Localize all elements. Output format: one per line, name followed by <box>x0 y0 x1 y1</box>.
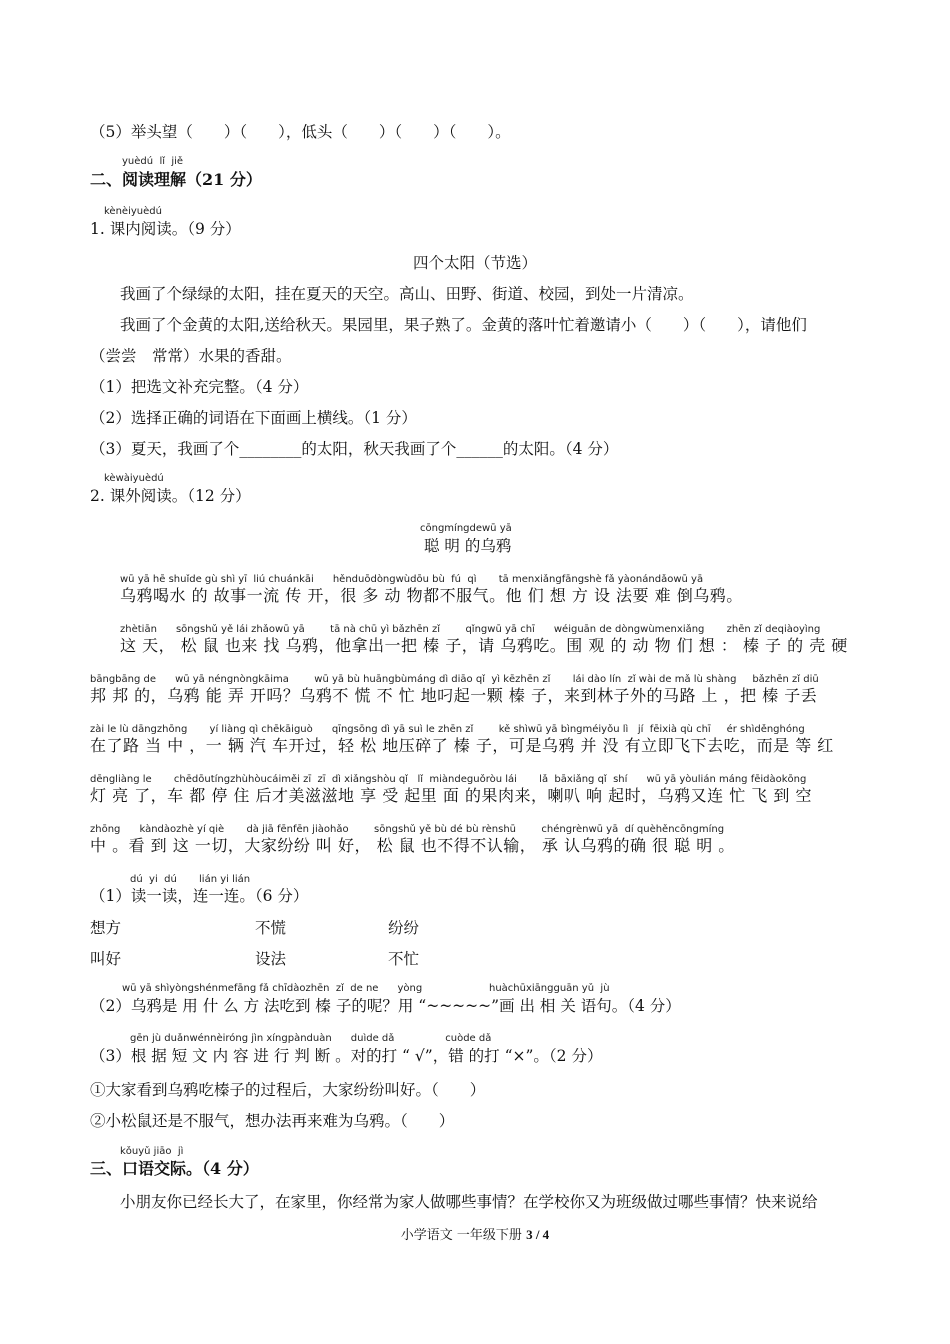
section-3-title: 三、口语交际。（4 分） <box>90 1159 259 1178</box>
story-line-6-pinyin: zhōng kàndàozhè yí qiè dà jiā fēnfēn jiàohǎo sōngshǔ yě bù dé bù rènshū chéngrènwū yā dí quèhěncōngmíng <box>90 824 725 835</box>
match-right-1[interactable]: 纷纷 <box>388 919 420 937</box>
part-2-pinyin: kèwàiyuèdú <box>104 473 164 484</box>
match-middle-1[interactable]: 不慌 <box>255 919 287 937</box>
footer-subject: 小学语文 一年级下册 <box>400 1228 527 1243</box>
judgment-2: ②小松鼠还是不服气，想办法再来难为乌鸦。（ ） <box>90 1112 455 1130</box>
story-title: 聪 明 的乌鸦 <box>424 537 512 555</box>
question-3-pinyin: gēn jù duǎnwénnèiróng jìn xíngpànduàn duìde dǎ cuòde dǎ <box>130 1033 492 1044</box>
part-1-pinyin: kènèiyuèdú <box>104 206 162 217</box>
story-line-2: 这 天， 松 鼠 也来 找 乌鸦，他拿出一把 榛 子，请 乌鸦吃。围 观 的 动 物 们 想 ： 榛 子 的 壳 硬 <box>120 636 848 655</box>
match-middle-2[interactable]: 设法 <box>255 950 287 968</box>
part-1-question-2: （2）选择正确的词语在下面画上横线。（1 分） <box>90 409 417 427</box>
question-5: （5）举头望（ ）（ ），低头（ ）（ ）（ ）。 <box>90 123 511 141</box>
match-left-2[interactable]: 叫好 <box>90 950 122 968</box>
question-1-pinyin: dú yi dú lián yi lián <box>130 874 251 885</box>
question-2: （2）乌鸦是 用 什 么 方 法吃到 榛 子的呢？用 “~~~~~”画 出 相 关 语句。（4 分） <box>90 997 681 1015</box>
story-line-1-pinyin: wū yā hē shuǐde gù shì yī liú chuánkāi hěnduōdòngwùdōu bù fú qì tā menxiǎngfāngshè fǎ yàonándǎowū yā <box>120 574 704 585</box>
page-footer <box>0 1224 950 1243</box>
story-line-2-pinyin: zhètiān sōngshǔ yě lái zhǎowū yā tā nà chū yì bǎzhēn zǐ qǐngwū yā chī wéiguān de dòngwùmenxiǎng zhēn zǐ deqiàoyìng <box>120 624 821 635</box>
section-3-text: 小朋友你已经长大了，在家里，你经常为家人做哪些事情？在学校你又为班级做过哪些事情？快来说给 <box>120 1193 818 1211</box>
passage-paragraph-2: 我画了个金黄的太阳,送给秋天。果园里，果子熟了。金黄的落叶忙着邀请小（ ）（ ），请他们 <box>120 316 807 334</box>
question-1: （1）读一读，连一连。（6 分） <box>90 887 309 905</box>
match-left-1[interactable]: 想方 <box>90 919 122 937</box>
story-title-pinyin: cōngmíngdewū yā <box>420 523 512 534</box>
story-line-4-pinyin: zài le lù dāngzhōng yí liàng qì chēkāiguò qīngsōng dì yā suì le zhēn zǐ kě shìwū yā bìngméiyǒu lì jí fēixià qù chī ér shìděnghóng <box>90 724 805 735</box>
part-2-title: 2. 课外阅读。（12 分） <box>90 487 251 505</box>
passage-paragraph-1: 我画了个绿绿的太阳，挂在夏天的天空。高山、田野、街道、校园，到处一片清凉。 <box>120 285 694 303</box>
story-line-4: 在了路 当 中 ，一 辆 汽 车开过，轻 松 地压碎了 榛 子，可是乌鸦 并 没 有立即飞下去吃，而是 等 红 <box>90 736 834 755</box>
question-3: （3）根 据 短 文 内 容 进 行 判 断 。对的打 “ √”，错 的打 “×”。（2 分） <box>90 1047 603 1065</box>
story-line-3: 邦 邦 的，乌鸦 能 弄 开吗？乌鸦不 慌 不 忙 地叼起一颗 榛 子，来到林子外的马路 上 ，把 榛 子丢 <box>90 686 818 705</box>
footer-page-number: 3 / 4 <box>526 1227 550 1242</box>
judgment-1: ①大家看到乌鸦吃榛子的过程后，大家纷纷叫好。（ ） <box>90 1081 486 1099</box>
section-2-pinyin: yuèdú lǐ jiě <box>122 156 184 167</box>
story-line-5-pinyin: dēngliàng le chēdōutíngzhùhòucáiměi zī zī dì xiǎngshòu qǐ lǐ miàndeguǒròu lái lǎ bāxiǎng qǐ shí wū yā yòulián máng fēidàokōng <box>90 774 807 785</box>
story-line-3-pinyin: bāngbāng de wū yā néngnòngkāima wū yā bù huāngbùmáng dì diāo qǐ yì kēzhēn zǐ lái dào lín zǐ wài de mǎ lù shàng bǎzhēn zǐ diū <box>90 674 819 685</box>
match-right-2[interactable]: 不忙 <box>388 950 420 968</box>
question-2-pinyin: wū yā shìyòngshénmefāng fǎ chīdàozhēn zǐ de ne yòng huàchūxiāngguān yǔ jù <box>122 983 610 994</box>
part-1-title: 1. 课内阅读。（9 分） <box>90 220 241 238</box>
passage-paragraph-2-cont: （尝尝 常常）水果的香甜。 <box>90 347 292 365</box>
part-1-question-1: （1）把选文补充完整。（4 分） <box>90 378 309 396</box>
story-line-1: 乌鸦喝水 的 故事一流 传 开，很 多 动 物都不服气。他 们 想 方 设 法要 难 倒乌鸦。 <box>120 586 743 605</box>
section-2-title: 二、阅读理解（21 分） <box>90 170 262 189</box>
part-1-question-3: （3）夏天，我画了个________的太阳，秋天我画了个______的太阳。（4 分） <box>90 440 619 458</box>
story-line-6: 中 。看 到 这 一切，大家纷纷 叫 好， 松 鼠 也不得不认输， 承 认乌鸦的确 很 聪 明 。 <box>90 836 735 855</box>
story-line-5: 灯 亮 了，车 都 停 住 后才美滋滋地 享 受 起里 面 的果肉来，喇叭 响 起时，乌鸦又连 忙 飞 到 空 <box>90 786 812 805</box>
passage-title: 四个太阳（节选） <box>412 254 537 272</box>
section-3-pinyin: kǒuyǔ jiāo jì <box>120 1146 184 1157</box>
